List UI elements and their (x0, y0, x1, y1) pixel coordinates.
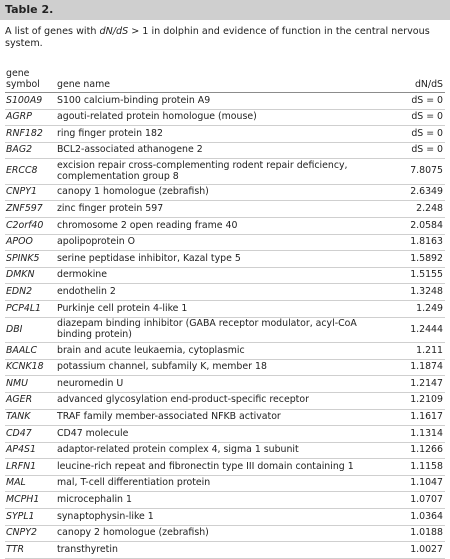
table-row (5, 318, 445, 344)
table-row (5, 159, 445, 185)
gene-name-cell: chromosome 2 open reading frame 40 (57, 219, 238, 231)
table-row (5, 126, 445, 143)
table-label: Table 2. (5, 3, 54, 16)
gene-name-cell: dermokine (57, 269, 108, 281)
gene-symbol-cell: AP4S1 (6, 444, 36, 456)
gene-symbol-cell: MAL (6, 477, 26, 489)
gene-name-cell: zinc finger protein 597 (57, 202, 164, 214)
gene-name-cell: serine peptidase inhibitor, Kazal type 5 (57, 252, 241, 264)
gene-name-cell: diazepam binding inhibitor (GABA receptor modulator, acyl-CoA binding protein) (57, 318, 357, 340)
table-row (5, 526, 445, 543)
ratio-value-cell: 1.211 (416, 344, 443, 356)
gene-name-cell: neuromedin U (57, 377, 124, 389)
table-row (5, 143, 445, 160)
table-row (5, 301, 445, 318)
ratio-value-cell: 1.2109 (410, 394, 443, 406)
gene-symbol-cell: DMKN (6, 269, 35, 281)
gene-symbol-cell: TTR (6, 543, 24, 555)
table-row (5, 443, 445, 460)
column-header-ratio: dN/dS (414, 79, 443, 90)
gene-symbol-cell: C2orf40 (6, 219, 44, 231)
ratio-value-cell: 1.0188 (410, 527, 443, 539)
ratio-value-cell: 1.2444 (410, 323, 443, 335)
ratio-value-cell: 2.248 (416, 202, 443, 214)
table-row (5, 393, 445, 410)
gene-name-cell: brain and acute leukaemia, cytoplasmic (57, 344, 245, 356)
table-row (5, 542, 445, 559)
ratio-value-cell: 1.0707 (410, 493, 443, 505)
gene-symbol-cell: SYPL1 (6, 510, 35, 522)
table-row (5, 360, 445, 377)
gene-name-cell: Purkinje cell protein 4-like 1 (57, 302, 188, 314)
gene-name-cell: advanced glycosylation end-product-specific receptor (57, 394, 309, 406)
ratio-value-cell: 1.249 (416, 302, 443, 314)
gene-symbol-cell: MCPH1 (6, 493, 40, 505)
gene-name-cell: agouti-related protein homologue (mouse) (57, 111, 257, 123)
ratio-value-cell: 2.6349 (410, 186, 443, 198)
caption-ratio: dN/dS (99, 26, 129, 37)
gene-symbol-cell: AGER (6, 394, 33, 406)
table-row (5, 376, 445, 393)
gene-symbol-cell: ERCC8 (6, 165, 38, 177)
ratio-value-cell: 2.0584 (410, 219, 443, 231)
table-row (5, 492, 445, 509)
table-row (5, 410, 445, 427)
gene-symbol-cell: TANK (6, 411, 31, 422)
gene-symbol-cell: EDN2 (6, 285, 33, 297)
gene-name-cell: microcephalin 1 (57, 493, 132, 505)
gene-name-cell: excision repair cross-complementing rodent repair deficiency, complementation group 8 (57, 160, 348, 182)
table-row (5, 218, 445, 235)
gene-name-cell: BCL2-associated athanogene 2 (57, 144, 203, 156)
caption-text-start: A list of genes with (5, 26, 100, 37)
table-row (5, 268, 445, 285)
table-row (5, 426, 445, 443)
table-row (5, 185, 445, 202)
column-header-symbol: gene symbol (6, 68, 40, 90)
ratio-value-cell: dS = 0 (411, 94, 443, 106)
gene-name-cell: leucine-rich repeat and fibronectin type III domain containing 1 (57, 460, 354, 472)
gene-symbol-cell: CD47 (6, 427, 32, 439)
gene-name-cell: TRAF family member-associated NFKB activator (57, 411, 281, 422)
gene-name-cell: potassium channel, subfamily K, member 18 (57, 361, 267, 373)
gene-name-cell: canopy 2 homologue (zebrafish) (57, 527, 209, 539)
gene-name-cell: S100 calcium-binding protein A9 (57, 94, 211, 106)
ratio-value-cell: 1.1874 (410, 361, 443, 373)
ratio-value-cell: 1.0027 (410, 543, 443, 555)
table-row (5, 509, 445, 526)
gene-name-cell: adaptor-related protein complex 4, sigma 1 subunit (57, 444, 299, 456)
gene-table (5, 64, 445, 559)
ratio-value-cell: 1.1047 (410, 477, 443, 489)
ratio-value-cell: dS = 0 (411, 127, 443, 139)
table-row (5, 235, 445, 252)
ratio-value-cell: 1.1158 (410, 460, 443, 472)
ratio-value-cell: 1.5155 (410, 269, 443, 281)
gene-symbol-cell: APOO (6, 236, 33, 248)
gene-name-cell: synaptophysin-like 1 (57, 510, 154, 522)
ratio-value-cell: 7.8075 (410, 165, 443, 177)
table-header-band (0, 0, 450, 20)
ratio-value-cell: 1.3248 (410, 285, 443, 297)
gene-symbol-cell: NMU (6, 377, 28, 389)
ratio-value-cell: 1.5892 (410, 252, 443, 264)
table-row (5, 284, 445, 301)
column-header-name: gene name (57, 79, 110, 90)
table-body (5, 93, 445, 559)
gene-symbol-cell: ZNF597 (6, 202, 43, 214)
ratio-value-cell: 1.0364 (410, 510, 443, 522)
table-row (5, 93, 445, 110)
gene-name-cell: endothelin 2 (57, 285, 116, 297)
gene-symbol-cell: RNF182 (6, 127, 43, 139)
ratio-value-cell: 1.8163 (410, 236, 443, 248)
gene-symbol-cell: S100A9 (6, 94, 43, 106)
table-row (5, 476, 445, 493)
gene-name-cell: canopy 1 homologue (zebrafish) (57, 186, 209, 198)
gene-name-cell: mal, T-cell differentiation protein (57, 477, 211, 489)
ratio-value-cell: 1.1617 (410, 411, 443, 422)
table-row (5, 201, 445, 218)
table-row (5, 459, 445, 476)
table-row (5, 251, 445, 268)
gene-symbol-cell: CNPY2 (6, 527, 37, 539)
gene-symbol-cell: CNPY1 (6, 186, 37, 198)
gene-symbol-cell: LRFN1 (6, 460, 37, 472)
gene-symbol-cell: BAG2 (6, 144, 33, 156)
gene-symbol-cell: DBI (6, 323, 23, 335)
ratio-value-cell: 1.2147 (410, 377, 443, 389)
gene-name-cell: apolipoprotein O (57, 236, 136, 248)
ratio-value-cell: 1.1266 (410, 444, 443, 456)
gene-symbol-cell: AGRP (6, 111, 32, 123)
table-header-row (5, 64, 445, 93)
table-caption (5, 26, 445, 50)
ratio-value-cell: dS = 0 (411, 111, 443, 123)
gene-symbol-cell: KCNK18 (6, 361, 44, 373)
gene-symbol-cell: SPINK5 (6, 252, 40, 264)
gene-symbol-cell: BAALC (6, 344, 38, 356)
ratio-value-cell: dS = 0 (411, 144, 443, 156)
ratio-value-cell: 1.1314 (410, 427, 443, 439)
table-row (5, 343, 445, 360)
caption-text-end: > 1 in dolphin and evidence of function in the central nervous system. (5, 26, 430, 49)
gene-name-cell: ring finger protein 182 (57, 127, 163, 139)
table-row (5, 110, 445, 127)
gene-symbol-cell: PCP4L1 (6, 302, 42, 314)
gene-name-cell: transthyretin (57, 543, 118, 555)
gene-name-cell: CD47 molecule (57, 427, 129, 439)
